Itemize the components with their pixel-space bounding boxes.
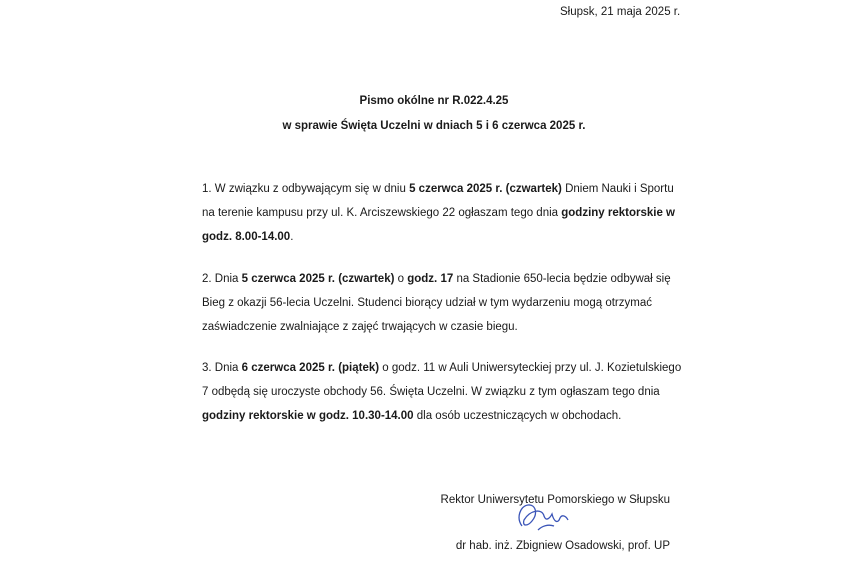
paragraph-1 <box>202 177 682 249</box>
document-title <box>0 92 868 139</box>
place-date: Słupsk, 21 maja 2025 r. <box>560 6 681 18</box>
bold-text-run: godz. 17 <box>407 273 454 285</box>
title-number: Pismo okólne nr R.022.4.25 <box>359 95 509 107</box>
bold-text-run: godziny rektorskie w godz. 10.30-14.00 <box>202 410 414 422</box>
paragraph-3 <box>202 356 682 428</box>
text-run: Dniem Nauki i Sportu na terenie kampusu przy ul. K. Arciszewskiego 22 ogłaszam tego dnia <box>202 183 674 219</box>
bold-text-run: godziny rektorskie w godz. 8.00-14.00 <box>202 207 676 243</box>
text-run: . <box>290 231 294 243</box>
bold-text-run: 5 czerwca 2025 r. (czwartek) <box>241 273 395 285</box>
bold-text-run: 5 czerwca 2025 r. (czwartek) <box>409 183 562 195</box>
text-run: 2. Dnia <box>202 273 242 285</box>
paragraph-2 <box>202 267 682 339</box>
text-run: 1. W związku z odbywającym się w dniu <box>202 183 410 195</box>
text-run: o <box>394 273 408 285</box>
text-run: na Stadionie 650-lecia będzie odbywał się Bieg z okazji 56-lecia Uczelni. Studenci biorący udział w tym wydarzeniu mogą otrzymać zaświadczenie zwalniające z zajęć trwających w czasie biegu. <box>202 273 671 333</box>
bold-text-run: 6 czerwca 2025 r. (piątek) <box>241 362 380 374</box>
text-run: 3. Dnia <box>202 362 242 374</box>
handwritten-signature <box>508 496 578 536</box>
title-subject: w sprawie Święta Uczelni w dniach 5 i 6 czerwca 2025 r. <box>282 120 586 132</box>
text-run: o godz. 11 w Auli Uniwersyteckiej przy ul. J. Kozietulskiego 7 odbędą się uroczyste obchody 56. Święta Uczelni. W związku z tym ogłaszam tego dnia <box>202 362 682 398</box>
text-run: dla osób uczestniczących w obchodach. <box>413 410 622 422</box>
signatory-title: Rektor Uniwersytetu Pomorskiego w Słupsku <box>440 494 670 506</box>
signatory-name: dr hab. inż. Zbigniew Osadowski, prof. UP <box>455 540 670 552</box>
